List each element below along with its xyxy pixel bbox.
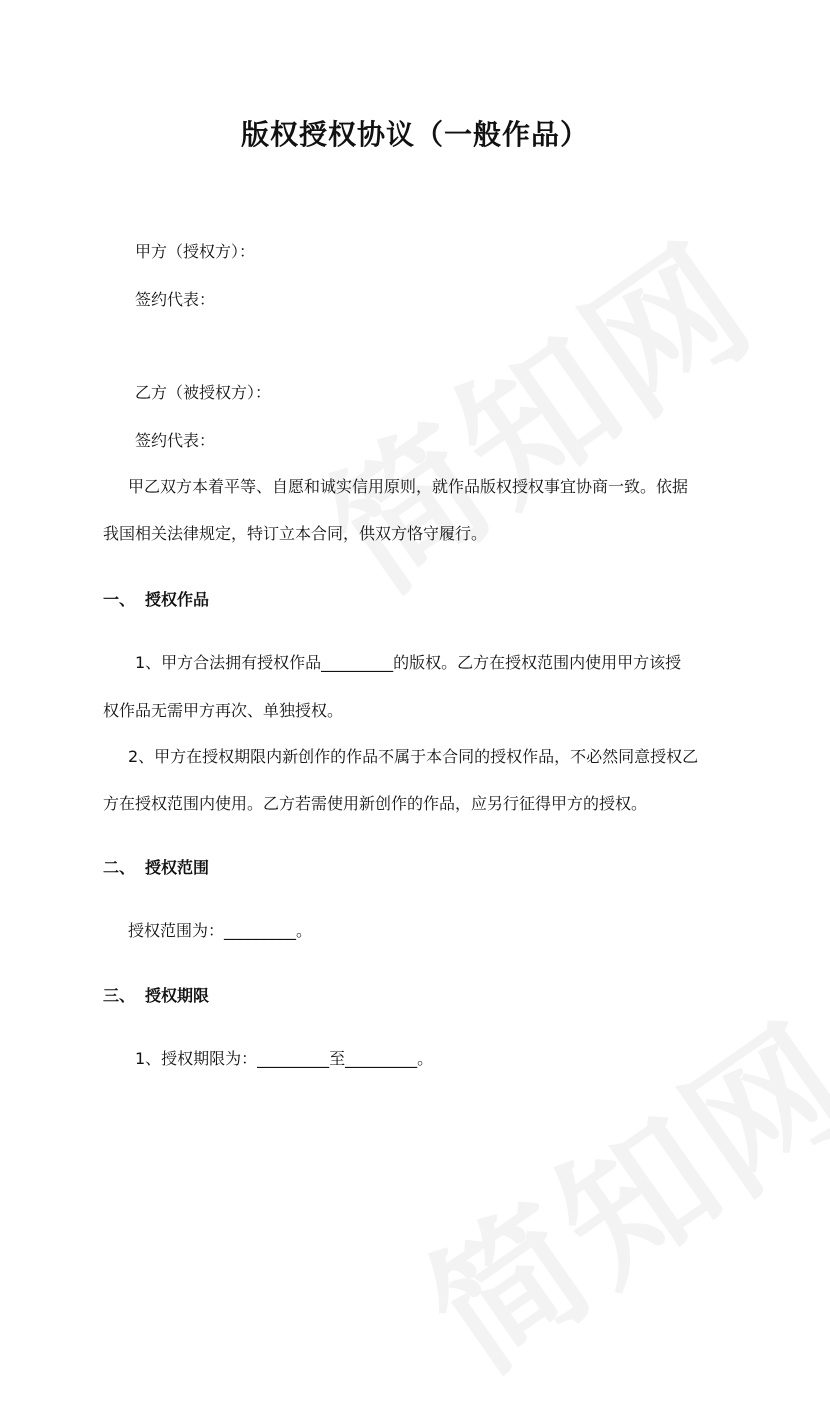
document-title: 版权授权协议（一般作品）	[240, 118, 589, 151]
preamble-line-2: 我国相关法律规定，特订立本合同，供双方恪守履行。	[103, 524, 488, 543]
preamble-line-1: 甲乙双方本着平等、自愿和诚实信用原则，就作品版权授权事宜协商一致。依据	[128, 477, 689, 496]
clause-3-1: 1、授权期限为：_________至_________。	[135, 1049, 434, 1068]
party-b-representative-label: 签约代表：	[135, 431, 216, 450]
party-b-label: 乙方（被授权方）：	[135, 383, 272, 402]
watermark	[280, 185, 787, 630]
section-heading-2	[103, 858, 209, 878]
clause-1-2-line-1: 2、甲方在授权期限内新创作的作品不属于本合同的授权作品，不必然同意授权乙	[128, 747, 699, 766]
party-a-representative-label: 签约代表：	[135, 290, 216, 309]
clause-1-1-line-1: 1、甲方合法拥有授权作品_________的版权。乙方在授权范围内使用甲方该授	[135, 653, 682, 672]
section-number: 二、	[103, 858, 136, 877]
party-a-label: 甲方（授权方）：	[135, 242, 256, 261]
section-number: 三、	[103, 986, 136, 1005]
section-title: 授权期限	[145, 986, 210, 1005]
section-title: 授权范围	[145, 858, 210, 877]
section-number: 一、	[103, 590, 136, 609]
clause-1-1-line-2: 权作品无需甲方再次、单独授权。	[103, 701, 344, 720]
clause-2-1: 授权范围为：_________。	[128, 921, 313, 940]
section-heading-1	[103, 590, 209, 610]
watermark-repeat	[380, 965, 830, 1410]
section-title: 授权作品	[145, 590, 210, 609]
clause-1-2-line-2: 方在授权范围内使用。乙方若需使用新创作的作品，应另行征得甲方的授权。	[103, 794, 648, 813]
section-heading-3	[103, 986, 209, 1006]
